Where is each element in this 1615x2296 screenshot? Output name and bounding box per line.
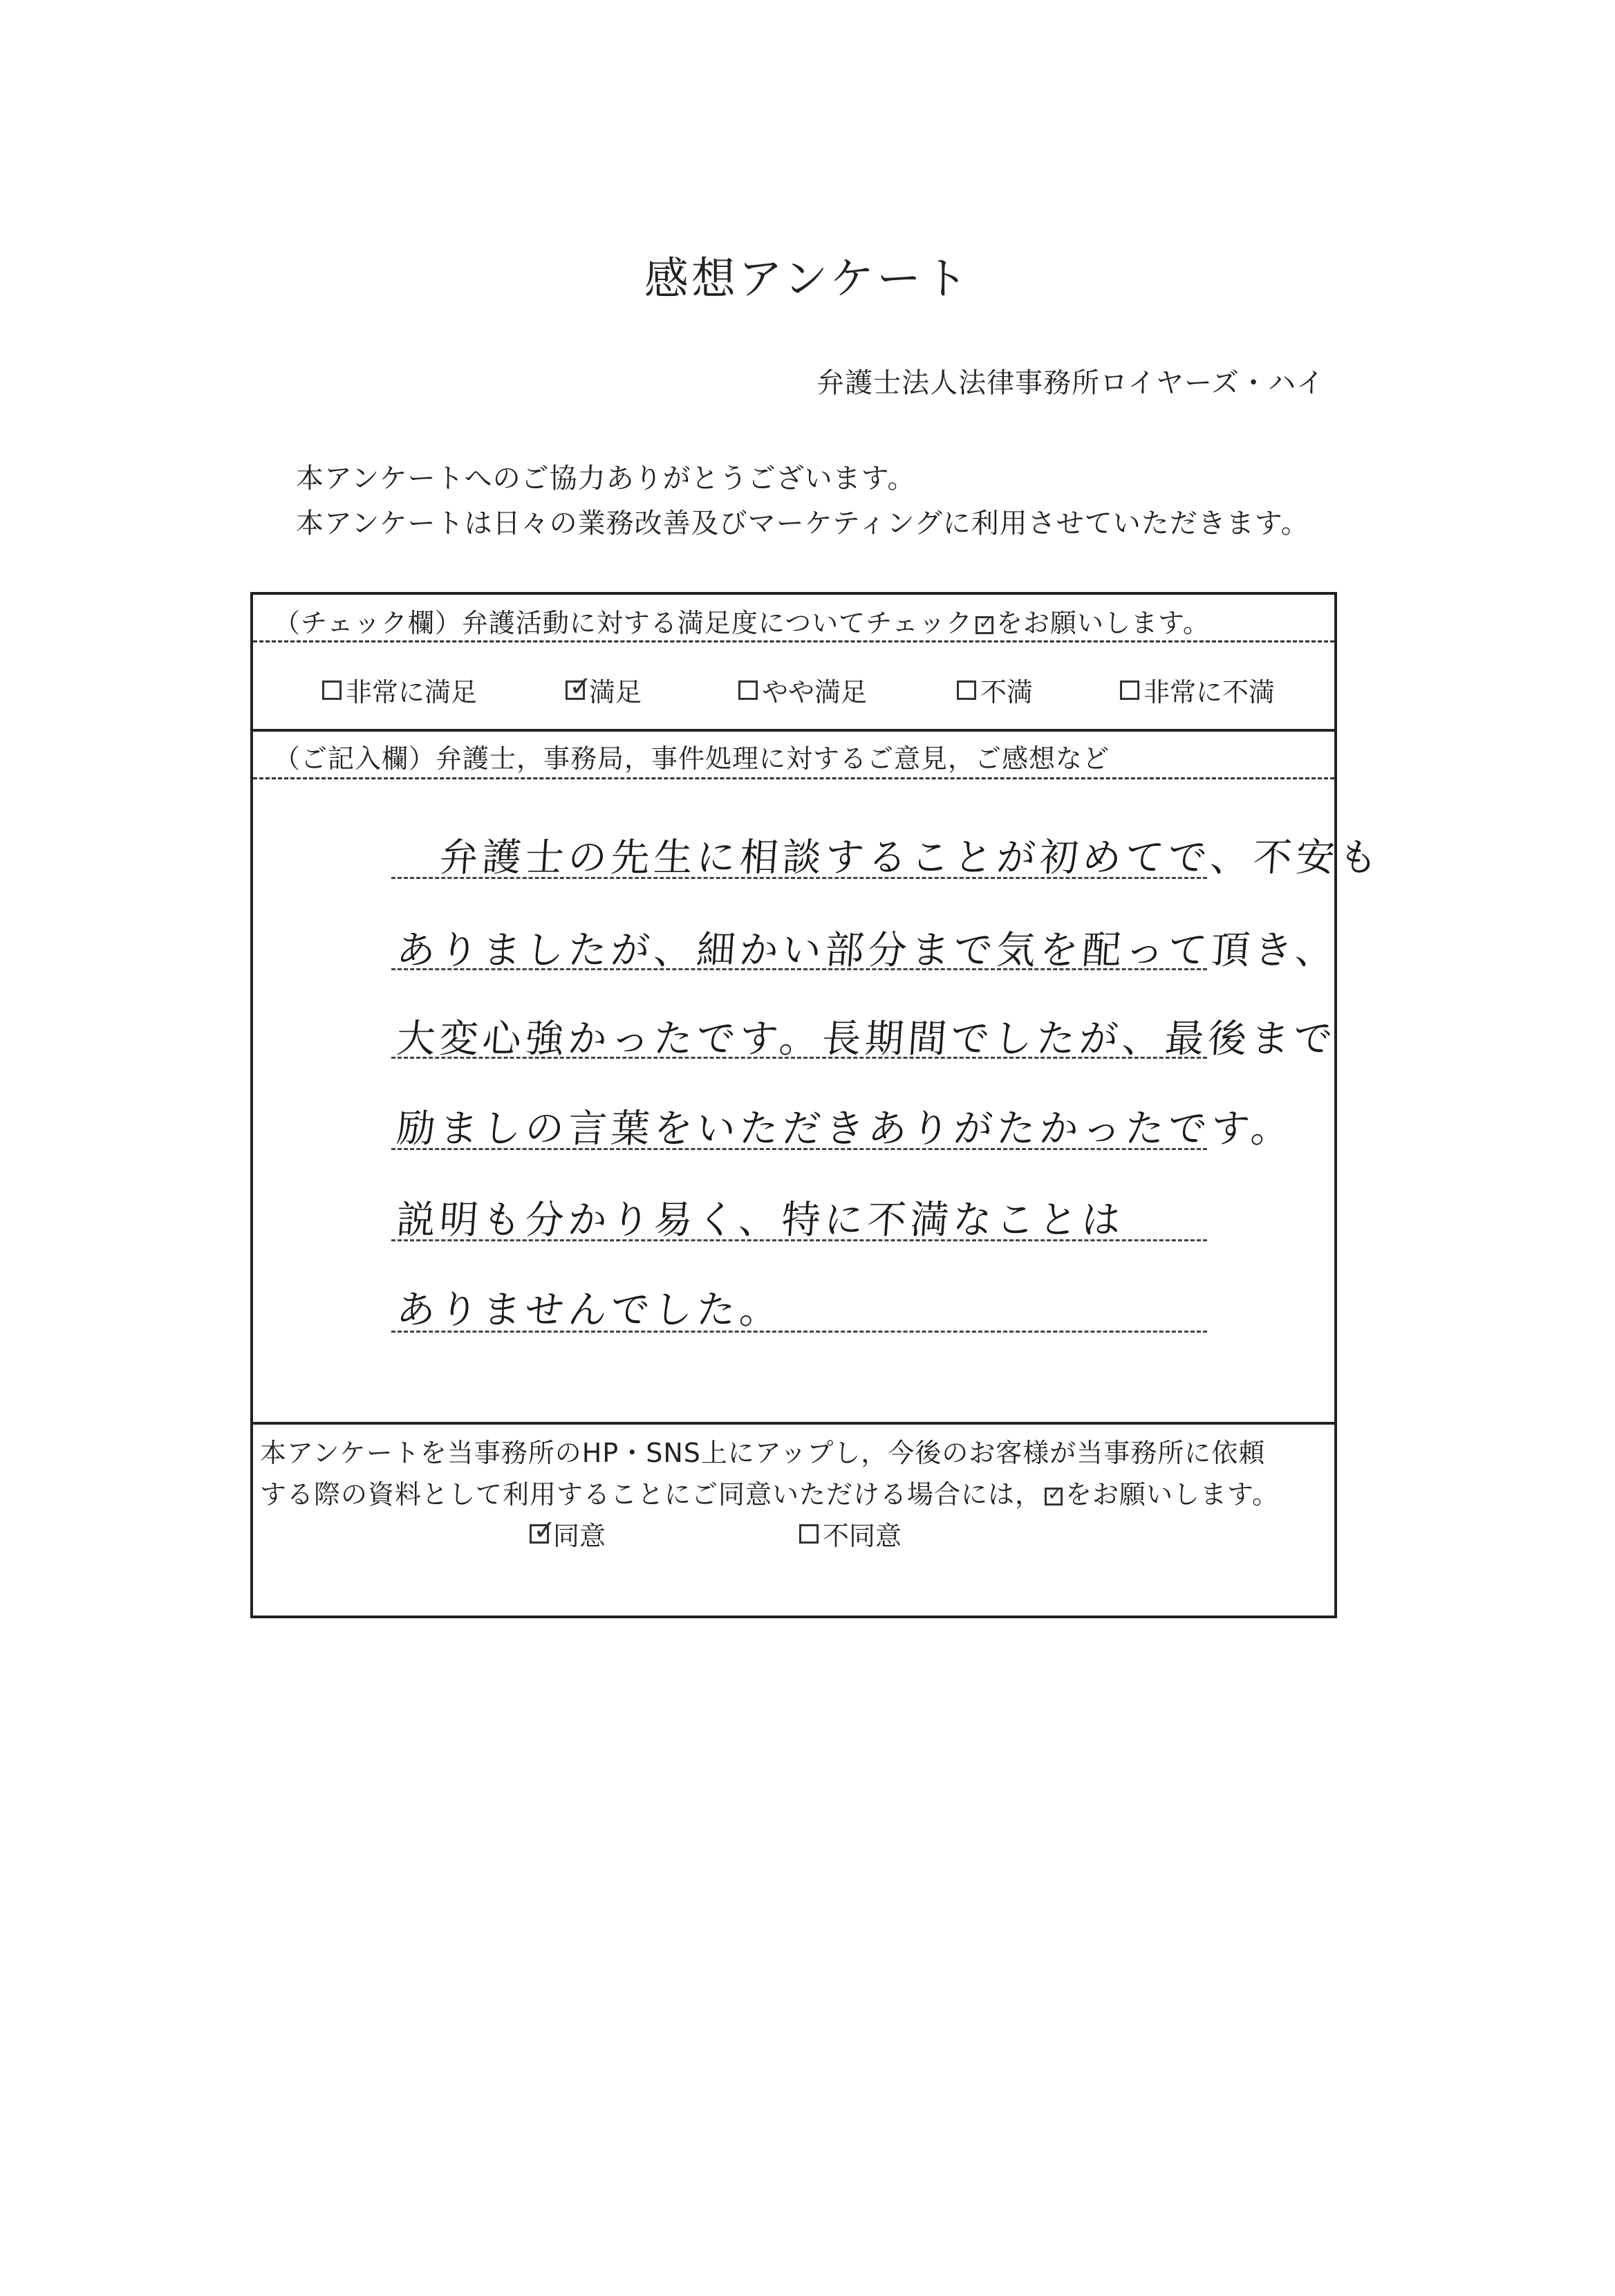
consent-text-suffix: をお願いします。 bbox=[1065, 1479, 1279, 1510]
intro-line-2: 本アンケートは日々の業務改善及びマーケティングに利用させていただきます。 bbox=[296, 508, 1309, 539]
comment-line-4: 励ましの言葉をいただきありがたかったです。 bbox=[395, 1107, 1296, 1151]
check-section-header bbox=[274, 602, 1210, 640]
survey-form bbox=[250, 592, 1383, 1618]
intro-line-1: 本アンケートへのご協力ありがとうございます。 bbox=[296, 463, 916, 494]
check-header-text: （チェック欄）弁護活動に対する満足度についてチェック bbox=[274, 608, 973, 638]
option-very-satisfied[interactable] bbox=[322, 671, 477, 709]
consent-text-line-1: 本アンケートを当事務所のHP・SNS上にアップし，今後のお客様が当事務所に依頼 bbox=[260, 1438, 1266, 1468]
writing-line bbox=[391, 1239, 1207, 1241]
comment-line-6: ありませんでした。 bbox=[395, 1288, 784, 1333]
writing-line bbox=[391, 1148, 1207, 1150]
section-divider bbox=[253, 1422, 1334, 1425]
consent-text-main: する際の資料として利用することにご同意いただける場合には， bbox=[260, 1479, 1043, 1510]
option-very-dissatisfied[interactable] bbox=[1120, 671, 1275, 709]
checkmark-icon: ✓ bbox=[978, 613, 994, 633]
check-header-suffix: をお願いします。 bbox=[996, 608, 1210, 638]
checkmark-icon: ✓ bbox=[569, 670, 592, 703]
checkmark-icon: ✓ bbox=[533, 1514, 557, 1546]
checkbox[interactable] bbox=[799, 1524, 819, 1544]
comment-section-header: （ご記入欄）弁護士，事務局，事件処理に対するご意見，ご感想など bbox=[274, 743, 1110, 774]
option-label: やや満足 bbox=[762, 677, 868, 707]
option-dissatisfied[interactable] bbox=[957, 671, 1033, 709]
check-sample-box bbox=[975, 613, 994, 634]
checkmark-icon: ✓ bbox=[1047, 1484, 1063, 1505]
option-label: 不満 bbox=[980, 677, 1034, 707]
divider bbox=[253, 640, 1334, 642]
comment-line-5: 説明も分かり易く、特に不満なことは bbox=[395, 1198, 1126, 1243]
checkbox[interactable] bbox=[1120, 681, 1139, 700]
check-sample-box bbox=[1045, 1484, 1063, 1506]
checkbox[interactable] bbox=[566, 670, 592, 703]
option-somewhat-satisfied[interactable] bbox=[738, 671, 867, 709]
comment-line-1: 弁護士の先生に相談することが初めてで、不安も bbox=[395, 835, 1383, 880]
writing-line bbox=[391, 1057, 1207, 1059]
option-label: 非常に不満 bbox=[1143, 677, 1276, 707]
checkbox[interactable] bbox=[530, 1514, 557, 1546]
document-title: 感想アンケート bbox=[644, 254, 971, 305]
option-satisfied[interactable] bbox=[566, 671, 642, 709]
writing-line bbox=[391, 968, 1207, 970]
writing-line bbox=[391, 877, 1207, 879]
checkbox[interactable] bbox=[957, 681, 976, 700]
divider bbox=[253, 777, 1334, 779]
option-label: 同意 bbox=[553, 1521, 606, 1551]
option-label: 非常に満足 bbox=[346, 677, 478, 707]
checkbox[interactable] bbox=[322, 681, 342, 700]
consent-text-line-2 bbox=[260, 1473, 1279, 1511]
writing-line bbox=[391, 1331, 1207, 1333]
option-agree[interactable] bbox=[530, 1515, 606, 1553]
option-disagree[interactable] bbox=[799, 1515, 902, 1553]
comment-line-2: ありましたが、細かい部分まで気を配って頂き、 bbox=[395, 928, 1340, 973]
option-label: 不同意 bbox=[823, 1521, 902, 1551]
firm-name: 弁護士法人法律事務所ロイヤーズ・ハイ bbox=[816, 367, 1325, 399]
option-label: 満足 bbox=[589, 677, 642, 707]
checkbox[interactable] bbox=[738, 681, 758, 700]
comment-line-3: 大変心強かったです。長期間でしたが、最後まで bbox=[395, 1017, 1338, 1062]
section-divider bbox=[253, 729, 1334, 732]
